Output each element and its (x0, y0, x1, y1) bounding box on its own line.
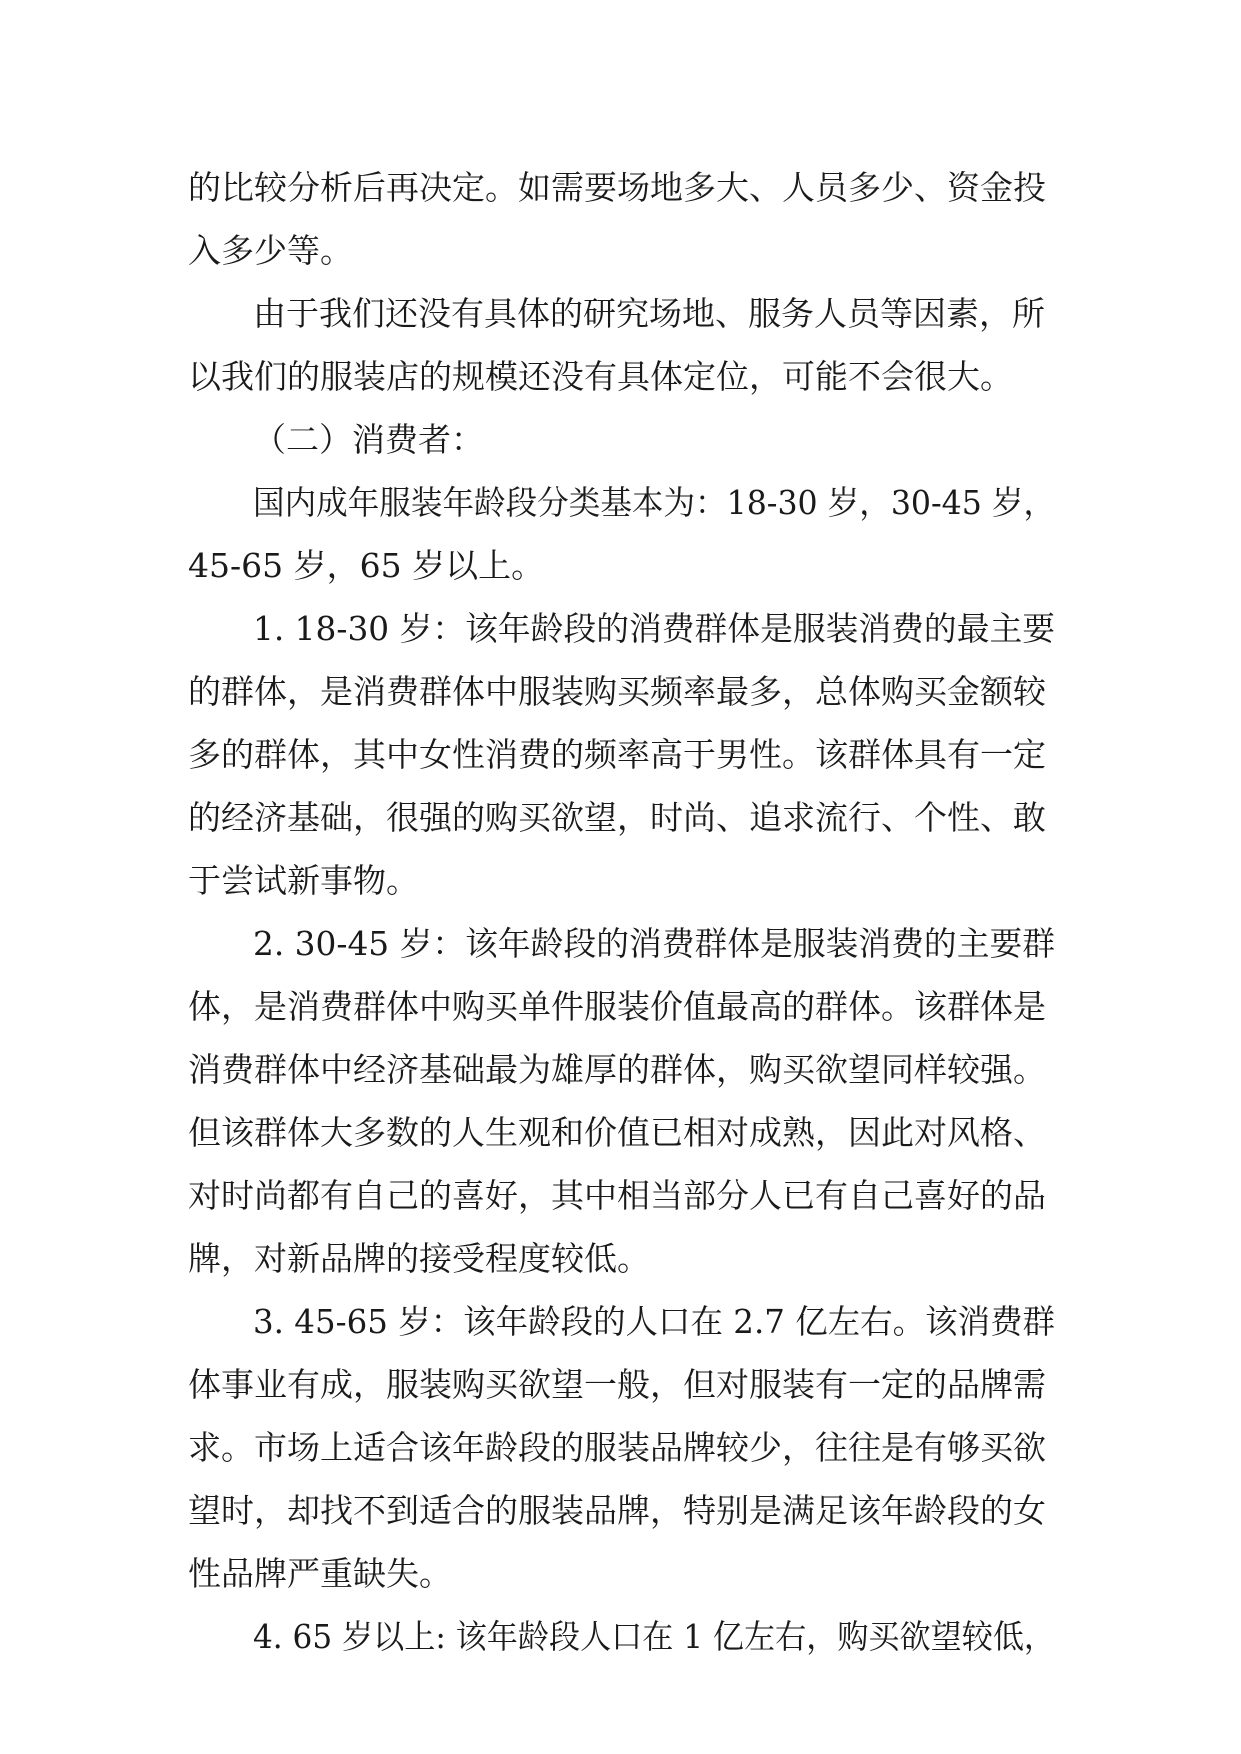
text-line (0, 672, 1241, 736)
text-line (0, 1239, 1241, 1303)
text-line (0, 861, 1241, 925)
text-line (0, 1302, 1241, 1366)
text-line-content: 的群体，是消费群体中服装购买频率最多，总体购买金额较 (188, 672, 1046, 711)
text-line (0, 798, 1241, 862)
text-line (0, 1428, 1241, 1492)
text-line-content: 入多少等。 (188, 231, 353, 270)
text-line-content: 消费群体中经济基础最为雄厚的群体，购买欲望同样较强。 (188, 1050, 1046, 1089)
text-line-content: 45-65 岁，65 岁以上。 (188, 546, 545, 585)
text-line-content: 的经济基础，很强的购买欲望，时尚、追求流行、个性、敢 (188, 798, 1046, 837)
text-line-content: （二）消费者： (253, 420, 484, 459)
text-line-content: 4. 65 岁以上: 该年龄段人口在 1 亿左右，购买欲望较低， (253, 1617, 1056, 1656)
text-line-content: 体，是消费群体中购买单件服装价值最高的群体。该群体是 (188, 987, 1046, 1026)
text-line-content: 多的群体，其中女性消费的频率高于男性。该群体具有一定 (188, 735, 1046, 774)
text-line (0, 546, 1241, 610)
text-line-content: 的比较分析后再决定。如需要场地多大、人员多少、资金投 (188, 168, 1046, 207)
text-line-content: 性品牌严重缺失。 (188, 1554, 452, 1593)
text-line-content: 对时尚都有自己的喜好，其中相当部分人已有自己喜好的品 (188, 1176, 1046, 1215)
text-line (0, 609, 1241, 673)
text-line-content: 由于我们还没有具体的研究场地、服务人员等因素，所 (253, 294, 1045, 333)
text-line-content: 于尝试新事物。 (188, 861, 419, 900)
text-line-content: 国内成年服装年龄段分类基本为：18-30 岁，30-45 岁， (253, 483, 1056, 522)
text-line (0, 1491, 1241, 1555)
text-line-content: 体事业有成，服装购买欲望一般，但对服装有一定的品牌需 (188, 1365, 1046, 1404)
text-line-content: 1. 18-30 岁：该年龄段的消费群体是服装消费的最主要 (253, 609, 1056, 648)
text-line (0, 357, 1241, 421)
section-heading (0, 420, 1241, 484)
text-line-content: 牌，对新品牌的接受程度较低。 (188, 1239, 650, 1278)
text-line (0, 987, 1241, 1051)
text-line-content: 2. 30-45 岁：该年龄段的消费群体是服装消费的主要群 (253, 924, 1056, 963)
text-line (0, 1617, 1241, 1681)
text-line (0, 1113, 1241, 1177)
text-line (0, 294, 1241, 358)
text-line (0, 231, 1241, 295)
text-line (0, 1365, 1241, 1429)
text-line-content: 求。市场上适合该年龄段的服装品牌较少，往往是有够买欲 (188, 1428, 1046, 1467)
text-line (0, 168, 1241, 232)
text-line-content: 但该群体大多数的人生观和价值已相对成熟，因此对风格、 (188, 1113, 1046, 1152)
text-line (0, 924, 1241, 988)
text-line (0, 483, 1241, 547)
text-line (0, 1050, 1241, 1114)
text-line (0, 1554, 1241, 1618)
text-line-content: 以我们的服装店的规模还没有具体定位，可能不会很大。 (188, 357, 1013, 396)
text-line (0, 1176, 1241, 1240)
text-line-content: 望时，却找不到适合的服装品牌，特别是满足该年龄段的女 (188, 1491, 1046, 1530)
text-line-content: 3. 45-65 岁：该年龄段的人口在 2.7 亿左右。该消费群 (253, 1302, 1056, 1341)
text-line (0, 735, 1241, 799)
